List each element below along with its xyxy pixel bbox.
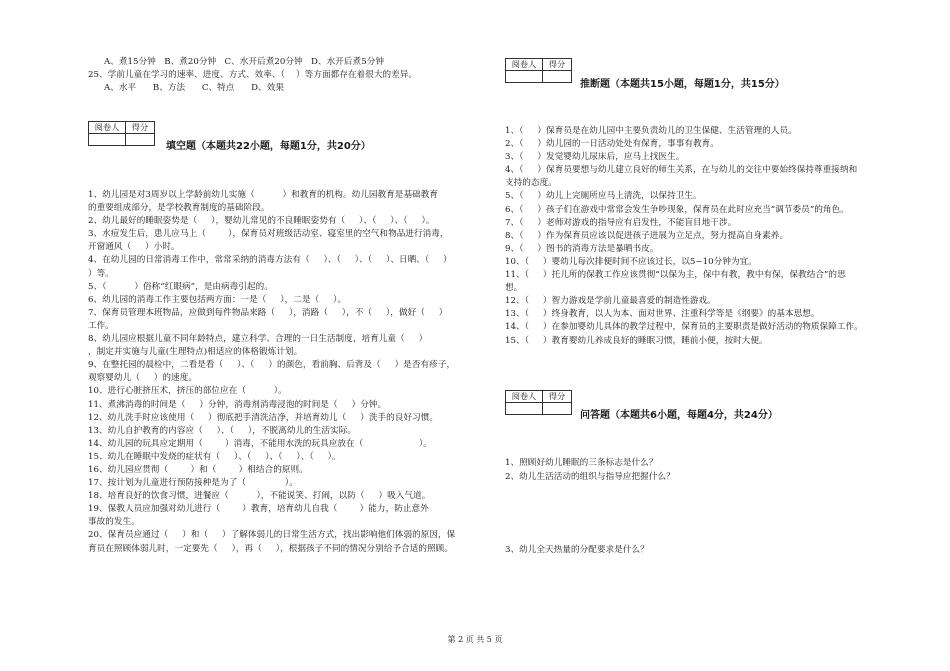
score-cell	[543, 71, 572, 83]
reviewer-label: 阅卷人	[506, 59, 543, 71]
fill-section-title: 填空题（本题共22小题，每题1分，共20分）	[166, 141, 371, 152]
option-line: A、煮15分钟 B、煮20分钟 C、水开后煮20分钟 D、水开后煮5分钟	[104, 57, 385, 67]
score-cell	[126, 134, 155, 146]
reviewer-cell	[89, 134, 126, 146]
reviewer-label: 阅卷人	[506, 391, 543, 403]
question-line: 9、在整托园的晨检中，二看是看（ ）、（ ）的颜色，看前胸、后背及（ ）是否有疹子，	[88, 360, 456, 371]
question-line: 育员在照顾体弱儿时，一定要先（ ），再（ ），根据孩子不同的情况分别给予合适的照顾。	[88, 543, 453, 554]
question-line: 想。	[505, 283, 523, 294]
fill-questions	[88, 189, 493, 556]
reviewer-label: 阅卷人	[89, 122, 126, 134]
question-line: 3、水痘发生后，患儿应马上（ ），保育员对班级活动室、寝室里的空气和物品进行消毒，	[88, 229, 449, 240]
question-line: 2、（ ）幼儿园的一日活动处处有保育，事事有教育。	[505, 139, 719, 150]
question-line: 支持的态度。	[505, 178, 557, 189]
question-line: 1、（ ）保育员是在幼儿园中主要负责幼儿的卫生保健、生活管理的人员。	[505, 126, 797, 136]
question-line: 7、（ ）老师对游戏的指导应有启发性，不能盲目地干涉。	[505, 217, 737, 228]
question-line: 8、（ ）作为保育员应该以促进孩子进展为立足点，努力提高自身素养。	[505, 230, 789, 241]
question-line: 15、（ ）教育婴幼儿养成良好的睡眠习惯，睡前小便，按时大便。	[505, 335, 768, 346]
question-line: 19、保教人员应加强对幼儿进行（ ）教育，培育幼儿自我（ ）能力，防止意外	[88, 504, 429, 515]
question-line: 11、煮沸消毒的时间是（ ）分钟，消毒剂消毒浸泡的时间是（ ）分钟。	[88, 399, 387, 410]
score-label: 得分	[126, 122, 155, 134]
option-line: A、水平 B、方法 C、特点 D、效果	[104, 83, 284, 94]
question-line: 8、幼儿园应根据儿童不同年龄特点，建立科学、合理的一日生活制度，培育儿童（ ）	[88, 334, 428, 345]
question-line: 的重要组成部分，是学校教育制度的基础阶段。	[88, 203, 270, 214]
question-line: 10、（ ）婴幼儿每次排便时间不应该过长，以5~10分钟为宜。	[505, 256, 757, 267]
question-line: 事故的发生。	[88, 517, 140, 528]
reviewer-cell	[506, 403, 543, 415]
qa-question-2: 2、幼儿生活活动的组织与指导应把握什么？	[505, 472, 675, 482]
question-line: 13、（ ）终身教育，以人为本、面对世界、注重科学等是《纲要》的基本思想。	[505, 309, 820, 320]
question-line: 2、幼儿最好的睡眠姿势是（ ），婴幼儿常见的不良睡眠姿势有（ ）、（ ）、（ ）。	[88, 216, 435, 227]
left-column	[88, 56, 488, 95]
question-line: 20、保育员应通过（ ）和（ ）了解体弱儿的日常生活方式，找出影响他们体弱的原因，保	[88, 530, 456, 541]
score-cell	[543, 403, 572, 415]
question-line: 10、进行心脏挤压术，挤压的部位应在（ ）。	[88, 386, 287, 397]
question-line: 11、（ ）托儿所的保教工作应该贯彻“以保为主，保中有教，教中有保，保教结合”的思	[505, 270, 846, 281]
score-label: 得分	[543, 59, 572, 71]
question-line: 工作。	[88, 320, 114, 331]
judge-questions	[505, 125, 910, 348]
question-line: 4、在幼儿园的日常消毒工作中，常常采纳的消毒方法有（ ）、（ ）、（ ）、日晒、（ ）	[88, 255, 452, 266]
score-box-judge	[505, 58, 572, 83]
reviewer-cell	[506, 71, 543, 83]
question-line: 13、幼儿自护教育的内容应（ ）、（ ），不脱离幼儿的生活实际。	[88, 425, 356, 436]
question-line: 5、（ ）幼儿上完厕所应马上清洗，以保持卫生。	[505, 191, 702, 202]
question-line: 观察婴幼儿（ ）的速度。	[88, 373, 197, 384]
question-line: 15、幼儿在睡眠中发烧的症状有（ ）、（ ）、（ ）、（ ）。	[88, 451, 341, 462]
qa-section-title: 问答题（本题共6小题，每题4分，共24分）	[580, 410, 778, 421]
score-label: 得分	[543, 391, 572, 403]
question-line: 12、（ ）智力游戏是学前儿童最喜爱的制造性游戏。	[505, 296, 716, 307]
qa-question-1: 1、照顾好幼儿睡眠的三条标志是什么？	[505, 458, 658, 468]
question-line: ，制定并实施与儿童(生理特点)相适应的体格锻炼计划。	[88, 347, 303, 358]
score-box-fill	[88, 121, 155, 146]
question-line: 12、幼儿洗手时应该使用（ ）彻底把手清洗洁净，并培育幼儿（ ）洗手的良好习惯。	[88, 412, 439, 423]
page-number: 第 2 页 共 5 页	[447, 635, 503, 644]
question-line: 18、培育良好的饮食习惯，进餐应（ ），不能说笑、打闹，以防（ ）吸入气道。	[88, 491, 431, 502]
question-line: 1、幼儿园是对3周岁以上学龄前幼儿实施（ ）和教育的机构。幼儿园教育是基础教育	[88, 190, 439, 200]
question-line: 4、（ ）保育员要想与幼儿建立良好的师生关系，在与幼儿的交往中要始终保持尊重接纳和	[505, 165, 858, 176]
question-line: 7、保育员管理本班物品，应做到每件物品来路（ ），消路（ ），不（ ），做好（ ）	[88, 307, 448, 318]
question-line: 5、（ ）俗称“红眼病”，是由病毒引起的。	[88, 281, 273, 292]
question-line: 6、幼儿园的消毒工作主要包括两方面：一是（ ），二是（ ）。	[88, 294, 347, 305]
qa-question-3: 3、幼儿全天热量的分配要求是什么？	[505, 545, 649, 555]
question-line: 3、（ ）发觉婴幼儿尿床后，应马上找医生。	[505, 152, 685, 163]
score-box-qa	[505, 390, 572, 415]
question-line: 25、学前儿童在学习的速率、进度、方式、效率、（ ）等方面都存在着很大的差异。	[88, 70, 418, 81]
judge-section-title: 推断题（本题共15小题，每题1分，共15分）	[580, 79, 785, 90]
question-line: 9、（ ）图书的消毒方法是暴晒书皮。	[505, 243, 659, 254]
question-line: 14、（ ）在参加婴幼儿具体的教学过程中，保育员的主要职责是做好活动的物质保障工作。	[505, 322, 863, 333]
question-line: 14、幼儿园的玩具应定期用（ ）消毒，不能用水洗的玩具应放在（ ）。	[88, 438, 432, 449]
question-line: 17、按计划为儿童进行预防接种是为了（ ）。	[88, 478, 298, 489]
question-line: ）等。	[88, 268, 114, 279]
question-line: 开窗通风（ ）小时。	[88, 242, 180, 253]
question-line: 6、（ ）孩子们在游戏中常常会发生争吵现象，保育员在此时应充当“调节委员”的角色。	[505, 204, 849, 215]
question-line: 16、幼儿园应贯彻（ ）和（ ）相结合的原则。	[88, 464, 308, 475]
